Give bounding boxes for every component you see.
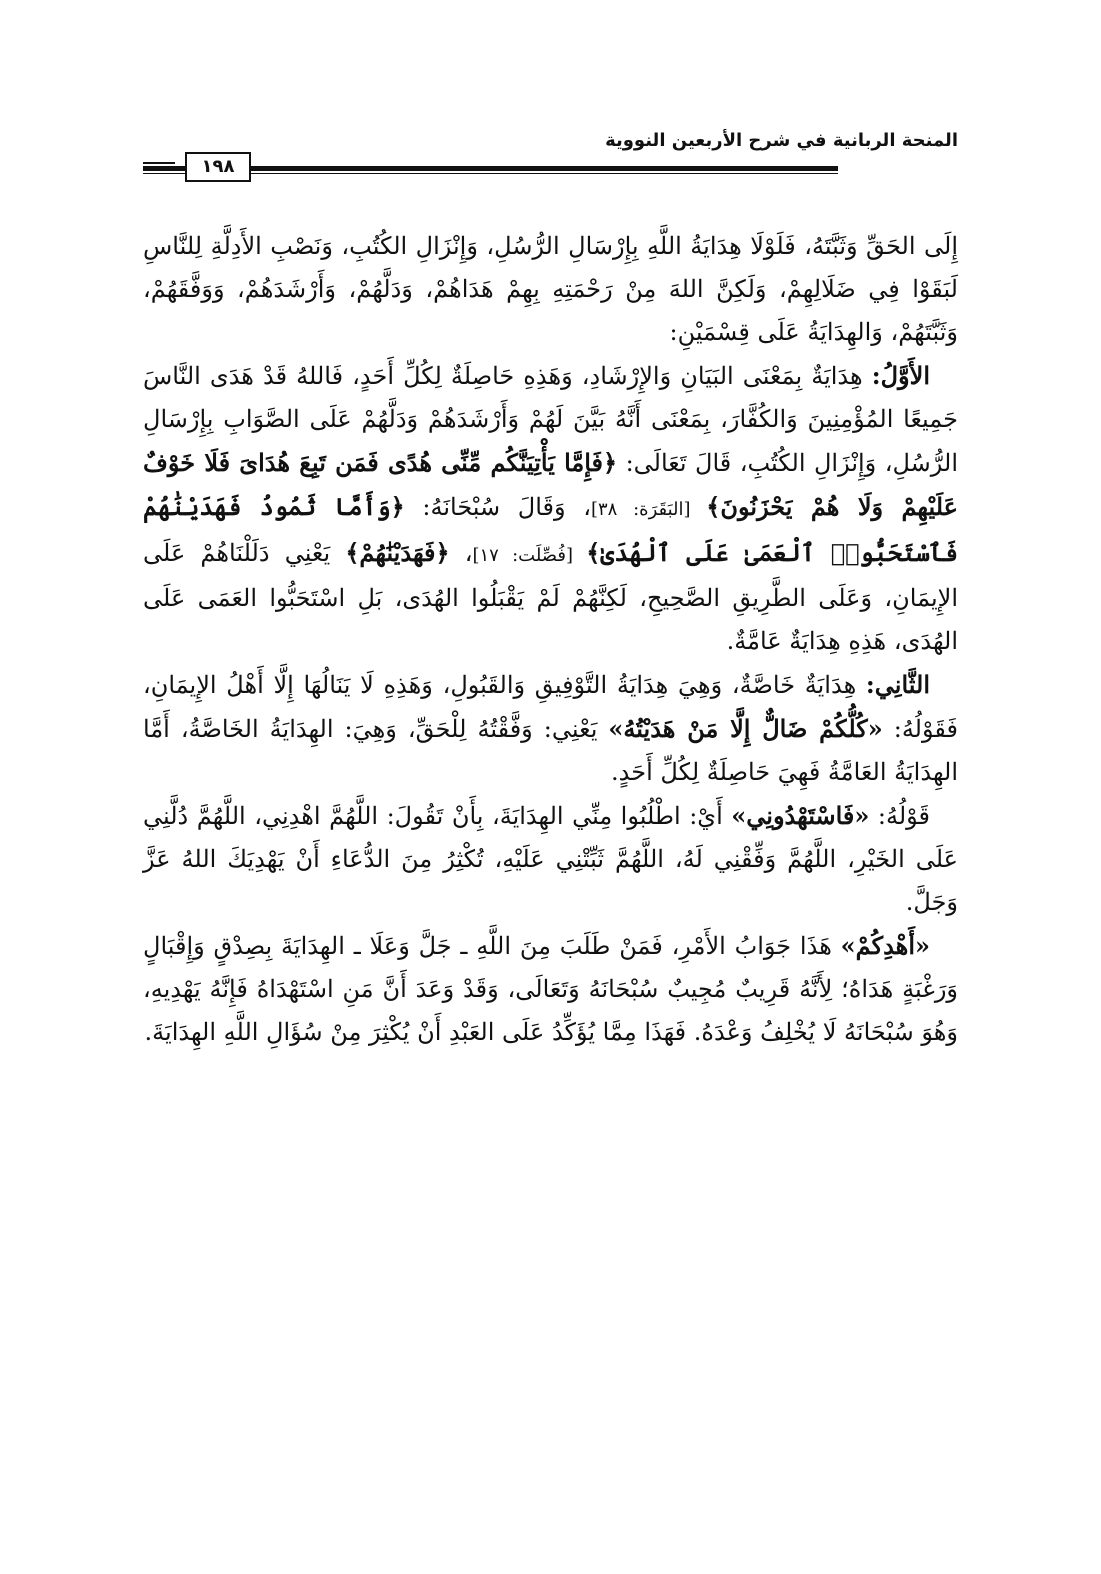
paragraph-text: أَيْ: اطْلُبُوا مِنِّي الهِدَايَةَ، بِأَنْ تَقُولَ: اللَّهُمَّ اهْدِنِي، اللَّهُمَّ دُلَّنِي عَلَى الخَيْرِ، اللَّهُمَّ وَفِّقْنِي لَهُ، اللَّهُمَّ ثَبِّتْنِي عَلَيْهِ، تُكْثِرُ مِنَ الدُّعَاءِ أَنْ يَهْدِيَكَ اللهُ عَزَّ وَجَلَّ. — [143, 802, 958, 916]
paragraph — [143, 794, 958, 924]
paragraph-text: هِدَايَةٌ بِمَعْنَى البَيَانِ وَالإِرْشَادِ، وَهَذِهِ حَاصِلَةٌ لِكُلِّ أَحَدٍ، فَاللهُ قَدْ هَدَى النَّاسَ جَمِيعًا المُؤْمِنِينَ وَالكُفَّارَ، بِمَعْنَى أَنَّهُ بَيَّنَ لَهُمْ وَأَرْشَدَهُمْ وَدَلَّهُمْ عَلَى الصَّوَابِ بِإِرْسَالِ الرُّسُلِ، وَإِنْزَالِ الكُتُبِ، قَالَ تَعَالَى: — [143, 362, 959, 477]
hadith-quote: «فَاسْتَهْدُونِي» — [731, 801, 870, 830]
body-text — [143, 225, 958, 1054]
section-lead: الثَّانِي: — [865, 670, 930, 699]
book-title: المنحة الربانية في شرح الأربعين النووية — [605, 130, 958, 151]
hadith-quote: «أَهْدِكُمْ» — [840, 931, 930, 960]
paragraph — [143, 225, 958, 354]
page-number-tick — [143, 168, 175, 170]
paragraph — [143, 354, 958, 663]
paragraph — [143, 663, 958, 794]
paragraph-text: قَوْلُهُ: — [869, 802, 931, 830]
quran-verse: ﴿فَهَدَيْنَٰهُمْ﴾ — [345, 538, 450, 567]
page-number-tick — [143, 162, 175, 164]
verse-reference: [فُصِّلَت: ١٧] — [472, 545, 587, 566]
section-lead: الأَوَّلُ: — [871, 361, 930, 390]
quran-verse: ﴿وَأَمَّا ثَمُودُ فَهَدَيْنَٰهُمْ فَٱسْتَحَبُّوا۟ ٱلْعَمَىٰ عَلَى ٱلْهُدَىٰ﴾ — [143, 492, 959, 567]
paragraph-text: إِلَى الحَقِّ وَثَبَّتَهُ، فَلَوْلَا هِدَايَةُ اللَّهِ بِإِرْسَالِ الرُّسُلِ، وَإِنْزَالِ الكُتُبِ، وَنَصْبِ الأَدِلَّةِ لِلنَّاسِ لَبَقَوْا فِي ضَلَالِهِمْ، وَلَكِنَّ اللهَ مِنْ رَحْمَتِهِ بِهِمْ هَدَاهُمْ، وَدَلَّهُمْ، وَأَرْشَدَهُمْ، وَوَفَّقَهُمْ، وَثَبَّتَهُمْ، وَالهِدَايَةُ عَلَى قِسْمَيْنِ: — [143, 232, 958, 346]
paragraph-text: هِدَايَةٌ خَاصَّةٌ، وَهِيَ هِدَايَةُ التَّوْفِيقِ وَالقَبُولِ، وَهَذِهِ لَا يَنَالُهَا إِلَّا أَهْلُ الإِيمَانِ، فَقَوْلُهُ: — [143, 671, 959, 743]
verse-reference: [البَقَرَة: ٣٨] — [590, 499, 707, 520]
paragraph — [143, 924, 958, 1054]
header-rule — [143, 156, 958, 177]
quran-verse: ﴿فَإِمَّا يَأْتِيَنَّكُم مِّنِّى هُدًى فَمَن تَبِعَ هُدَاىَ فَلَا خَوْفٌ عَلَيْهِمْ وَلَا هُمْ يَحْزَنُونَ﴾ — [143, 448, 959, 521]
paragraph-text: ، وَقَالَ سُبْحَانَهُ: — [404, 493, 591, 521]
paragraph-text: هَذَا جَوَابُ الأَمْرِ، فَمَنْ طَلَبَ مِنَ اللَّهِ ـ جَلَّ وَعَلَا ـ الهِدَايَةَ بِصِدْقٍ وَإِقْبَالٍ وَرَغْبَةٍ هَدَاهُ؛ لِأَنَّهُ قَرِيبٌ مُجِيبٌ سُبْحَانَهُ وَتَعَالَى، وَقَدْ وَعَدَ أَنَّ مَنِ اسْتَهْدَاهُ فَإِنَّهُ يَهْدِيهِ، وَهُوَ سُبْحَانَهُ لَا يُخْلِفُ وَعْدَهُ. فَهَذَا مِمَّا يُؤَكِّدُ عَلَى العَبْدِ أَنْ يُكْثِرَ مِنْ سُؤَالِ اللَّهِ الهِدَايَةَ. — [143, 932, 959, 1046]
page-number: ١٩٨ — [185, 152, 251, 182]
paragraph-text: يَعْنِي دَلَلْنَاهُمْ عَلَى الإِيمَانِ، وَعَلَى الطَّرِيقِ الصَّحِيحِ، لَكِنَّهُمْ لَمْ يَقْبَلُوا الهُدَى، بَلِ اسْتَحَبُّوا العَمَى عَلَى الهُدَى، هَذِهِ هِدَايَةٌ عَامَّةٌ. — [143, 539, 959, 655]
paragraph-text: يَعْنِي: وَفَّقْتُهُ لِلْحَقِّ، وَهِيَ: الهِدَايَةُ الخَاصَّةُ، أَمَّا الهِدَايَةُ العَامَّةُ فَهِيَ حَاصِلَةٌ لِكُلِّ أَحَدٍ. — [143, 715, 958, 786]
hadith-quote: «كُلُّكُمْ ضَالٌّ إِلَّا مَنْ هَدَيْتُهُ» — [608, 714, 883, 743]
paragraph-text: ، — [449, 539, 473, 567]
page-header — [143, 128, 958, 176]
